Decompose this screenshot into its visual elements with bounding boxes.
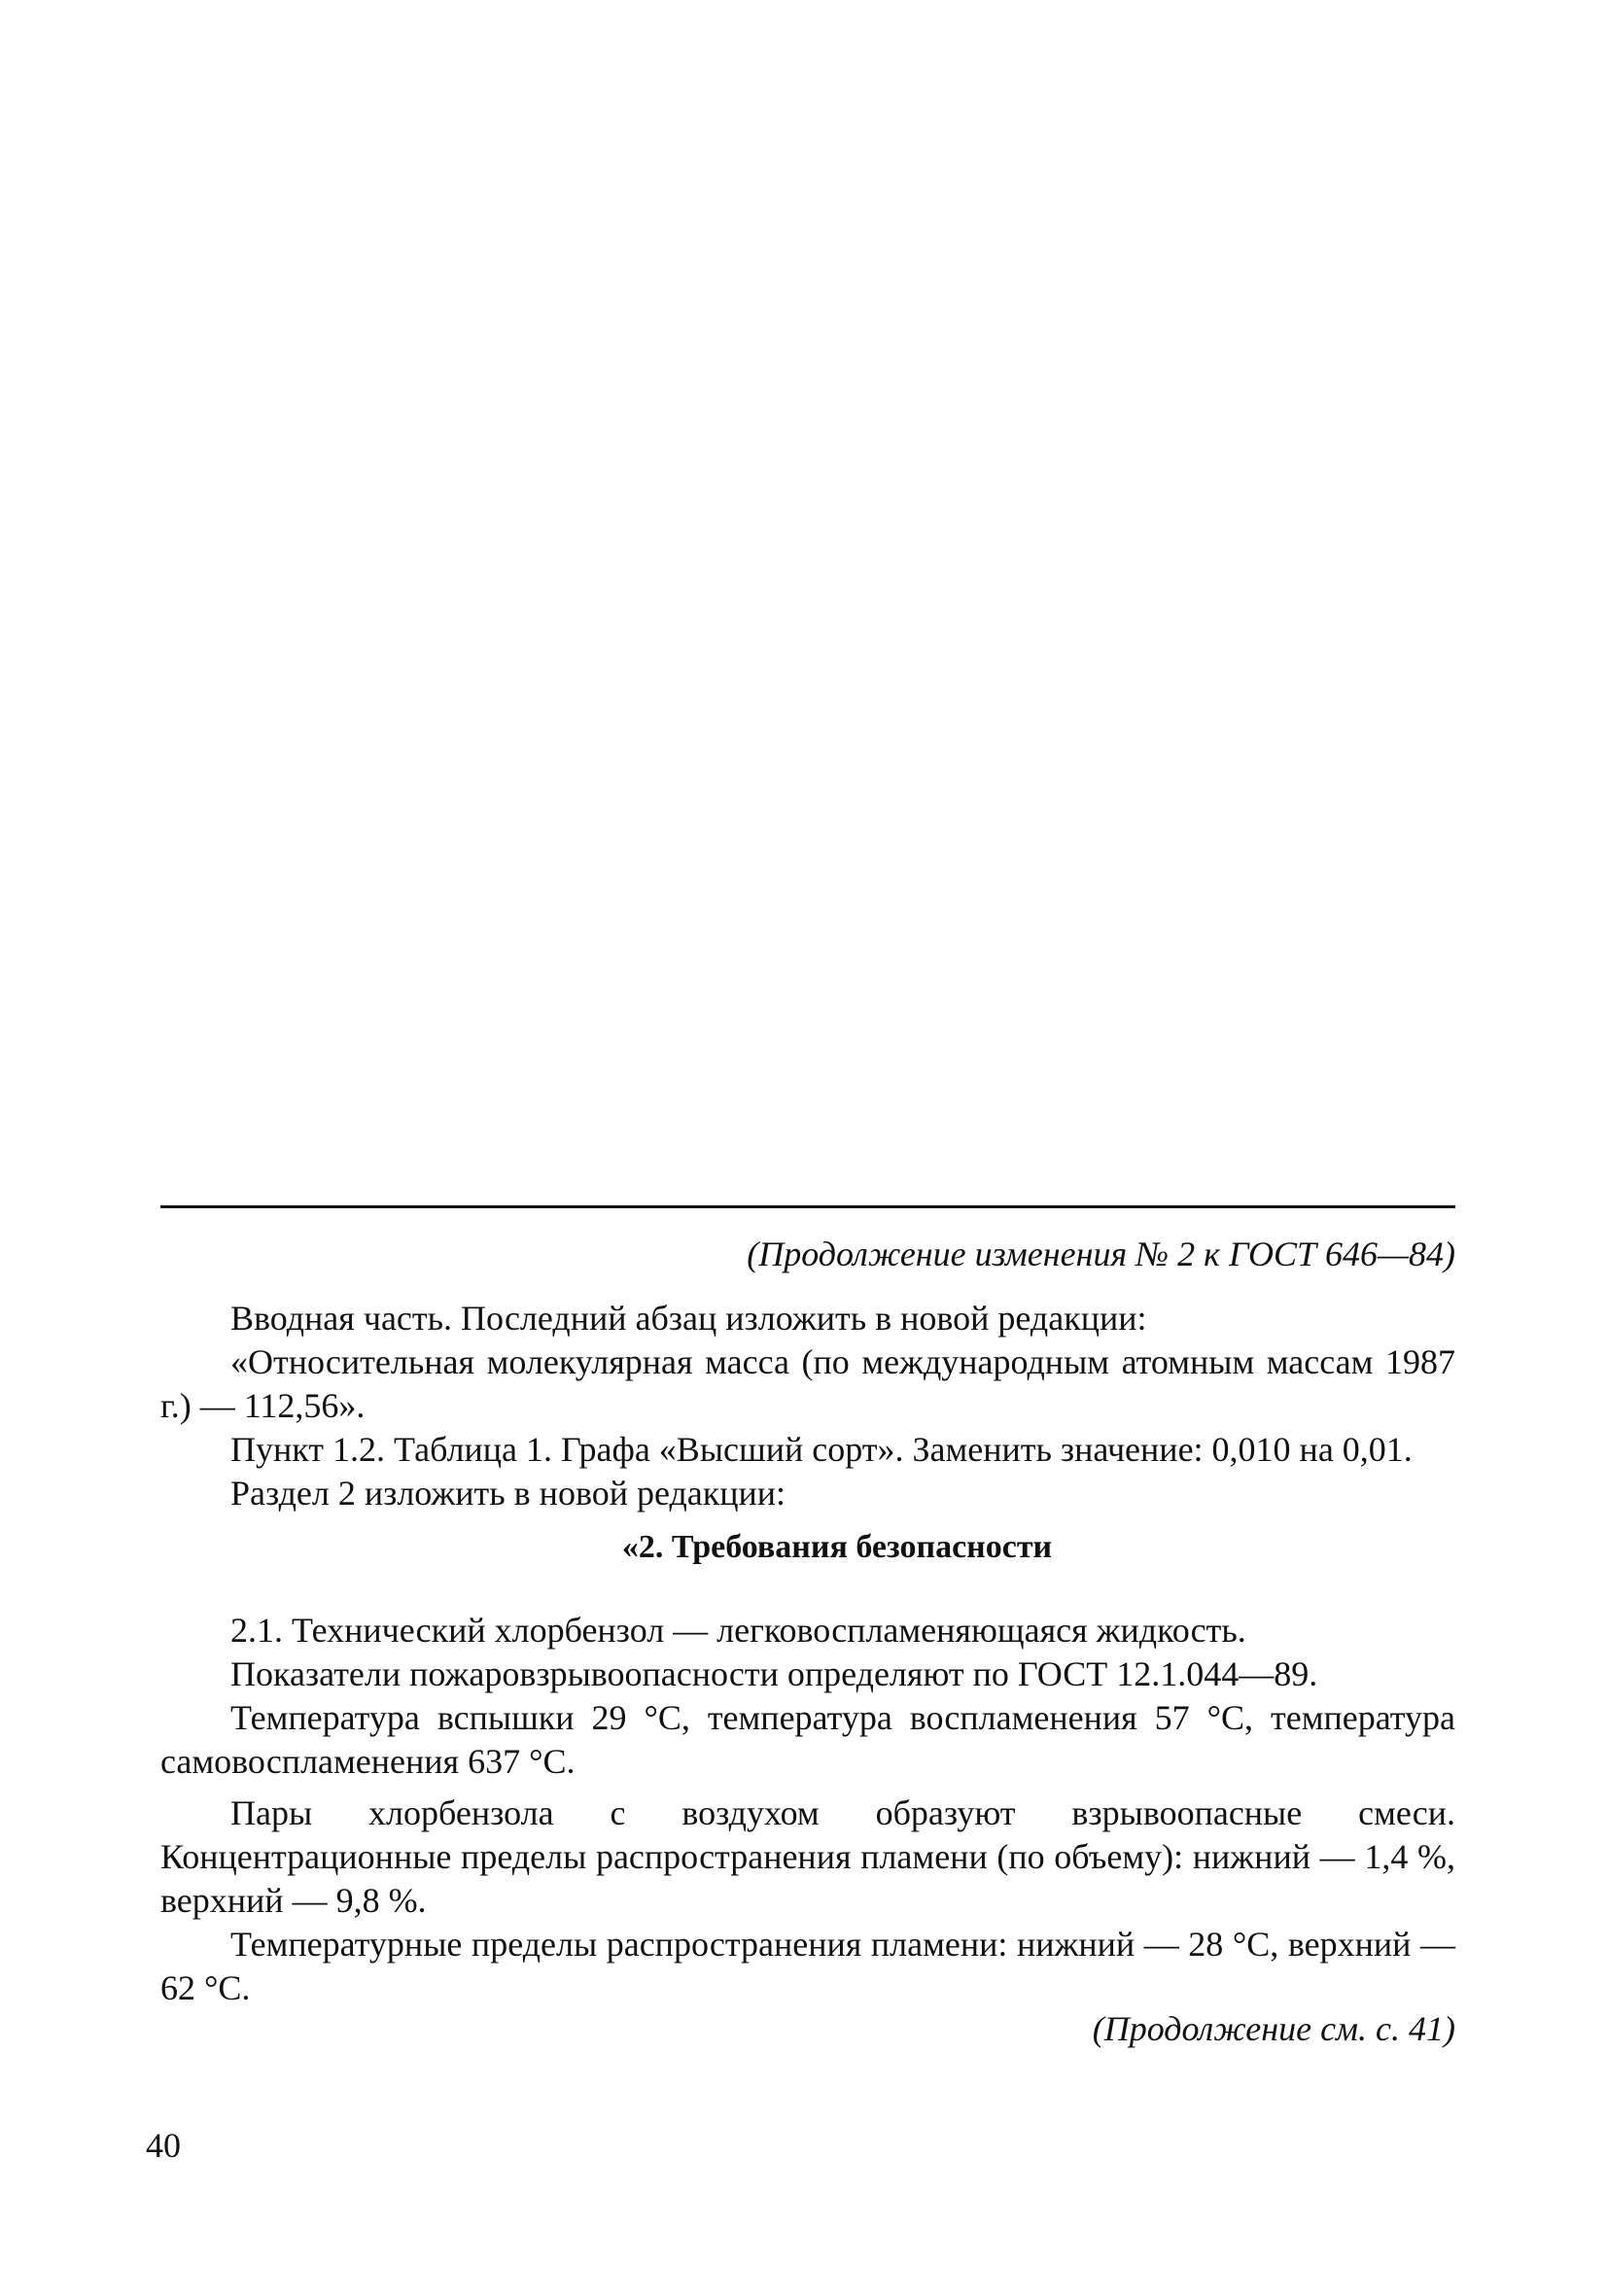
section-2-paragraph: Раздел 2 изложить в новой редакции: (230, 1474, 786, 1513)
page-number: 40 (146, 2126, 181, 2165)
safety-block (160, 1609, 1455, 2010)
safety-paragraph-indicators: Показатели пожаровзрывоопасности определяют по ГОСТ 12.1.044—89. (230, 1654, 1318, 1693)
molecular-mass-paragraph: «Относительная молекулярная масса (по международным атомным массам 1987 г.) — 112,56». (160, 1342, 1455, 1425)
intro-paragraph: Вводная часть. Последний абзац изложить в новой редакции: (230, 1299, 1147, 1338)
safety-paragraph-2-1: 2.1. Технический хлорбензол — легковоспламеняющаяся жидкость. (230, 1611, 1246, 1650)
continuation-header: (Продолжение изменения № 2 к ГОСТ 646—84) (747, 1235, 1455, 1273)
continuation-footer: (Продолжение см. с. 41) (1092, 2009, 1455, 2048)
intro-block (160, 1297, 1455, 1515)
safety-paragraph-temperature-limits: Температурные пределы распространения пламени: нижний — 28 °С, верхний — 62 °С. (160, 1925, 1455, 2007)
header-divider (160, 1205, 1455, 1208)
item-1-2-paragraph: Пункт 1.2. Таблица 1. Графа «Высший сорт». Заменить значение: 0,010 на 0,01. (230, 1430, 1413, 1469)
section-title: «2. Требования безопасности (621, 1529, 1053, 1565)
safety-paragraph-concentration: Пары хлорбензола с воздухом образуют взрывоопасные смеси. Концентрационные пределы распространения пламени (по объему): нижний — 1,4 %, верхний — 9,8 %. (160, 1793, 1455, 1920)
safety-paragraph-temperatures: Температура вспышки 29 °С, температура воспламенения 57 °С, температура самовоспламенения 637 °С. (160, 1698, 1455, 1781)
